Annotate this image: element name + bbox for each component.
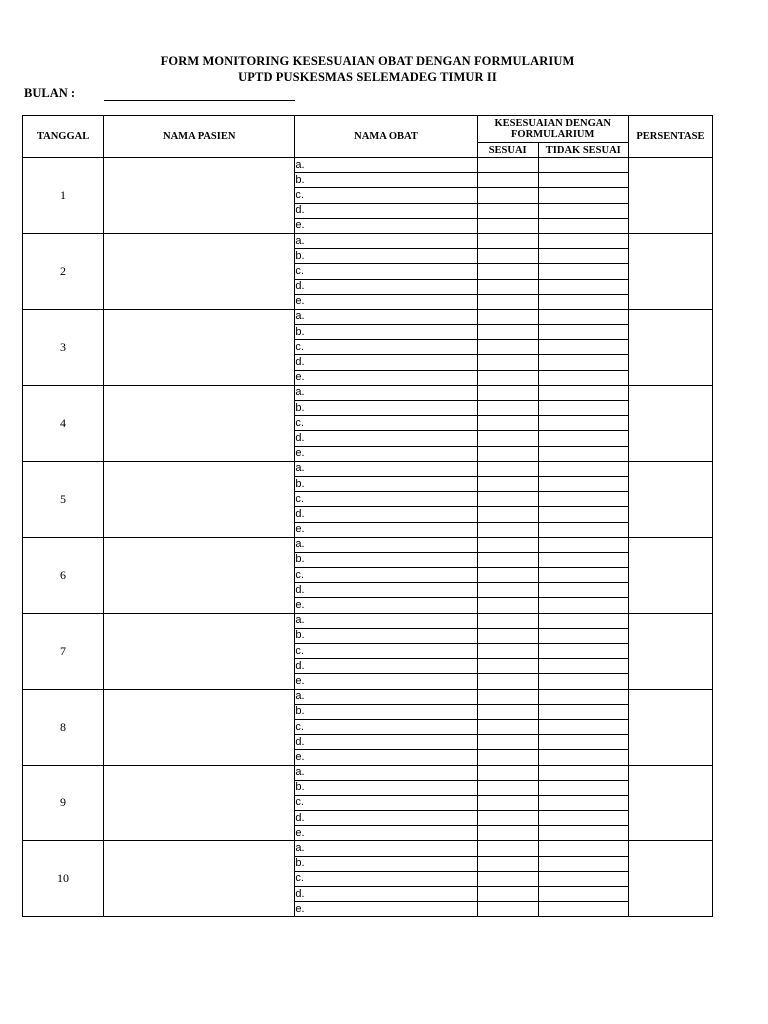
- nama-obat-cell[interactable]: c.: [295, 416, 477, 431]
- nama-pasien-cell[interactable]: [104, 233, 295, 309]
- sesuai-cell[interactable]: [477, 173, 538, 188]
- nama-pasien-cell[interactable]: [104, 385, 295, 461]
- tidak-sesuai-cell[interactable]: [538, 476, 628, 491]
- persentase-cell[interactable]: [628, 613, 712, 689]
- sesuai-cell[interactable]: [477, 644, 538, 659]
- sesuai-cell[interactable]: [477, 765, 538, 780]
- tidak-sesuai-cell[interactable]: [538, 294, 628, 309]
- tidak-sesuai-cell[interactable]: [538, 613, 628, 628]
- header-persentase: PERSENTASE: [628, 116, 712, 158]
- nama-obat-cell[interactable]: a.: [295, 309, 477, 324]
- tidak-sesuai-cell[interactable]: [538, 871, 628, 886]
- sesuai-cell[interactable]: [477, 309, 538, 324]
- tidak-sesuai-cell[interactable]: [538, 401, 628, 416]
- persentase-cell[interactable]: [628, 309, 712, 385]
- tidak-sesuai-cell[interactable]: [538, 507, 628, 522]
- nama-obat-cell[interactable]: a.: [295, 689, 477, 704]
- nama-obat-cell[interactable]: c.: [295, 795, 477, 810]
- sesuai-cell[interactable]: [477, 476, 538, 491]
- tidak-sesuai-cell[interactable]: [538, 674, 628, 689]
- sesuai-cell[interactable]: [477, 704, 538, 719]
- sesuai-cell[interactable]: [477, 507, 538, 522]
- nama-obat-cell[interactable]: b.: [295, 401, 477, 416]
- nama-obat-cell[interactable]: a.: [295, 841, 477, 856]
- bulan-label: BULAN :: [24, 86, 76, 100]
- sesuai-cell[interactable]: [477, 750, 538, 765]
- tidak-sesuai-cell[interactable]: [538, 325, 628, 340]
- tidak-sesuai-cell[interactable]: [538, 795, 628, 810]
- nama-obat-cell[interactable]: d.: [295, 735, 477, 750]
- header-sesuai: SESUAI: [477, 143, 538, 158]
- tidak-sesuai-cell[interactable]: [538, 902, 628, 917]
- nama-obat-cell[interactable]: b.: [295, 476, 477, 491]
- header-tidak-sesuai: TIDAK SESUAI: [538, 143, 628, 158]
- nama-pasien-cell[interactable]: [104, 689, 295, 765]
- monitoring-table: [22, 115, 713, 917]
- tidak-sesuai-cell[interactable]: [538, 233, 628, 248]
- tanggal-cell: 10: [23, 841, 104, 917]
- nama-pasien-cell[interactable]: [104, 309, 295, 385]
- nama-obat-cell[interactable]: b.: [295, 780, 477, 795]
- nama-obat-cell[interactable]: b.: [295, 552, 477, 567]
- nama-obat-cell[interactable]: d.: [295, 279, 477, 294]
- sesuai-cell[interactable]: [477, 811, 538, 826]
- nama-obat-cell[interactable]: d.: [295, 659, 477, 674]
- sesuai-cell[interactable]: [477, 735, 538, 750]
- sesuai-cell[interactable]: [477, 537, 538, 552]
- persentase-cell[interactable]: [628, 461, 712, 537]
- tidak-sesuai-cell[interactable]: [538, 385, 628, 400]
- sesuai-cell[interactable]: [477, 401, 538, 416]
- sesuai-cell[interactable]: [477, 294, 538, 309]
- sesuai-cell[interactable]: [477, 689, 538, 704]
- table-row: [23, 461, 713, 476]
- nama-obat-cell[interactable]: c.: [295, 188, 477, 203]
- table-row: [23, 309, 713, 324]
- persentase-cell[interactable]: [628, 689, 712, 765]
- tidak-sesuai-cell[interactable]: [538, 811, 628, 826]
- tanggal-cell: 9: [23, 765, 104, 841]
- nama-pasien-cell[interactable]: [104, 537, 295, 613]
- tidak-sesuai-cell[interactable]: [538, 158, 628, 173]
- tidak-sesuai-cell[interactable]: [538, 340, 628, 355]
- table-row: [23, 158, 713, 173]
- sesuai-cell[interactable]: [477, 795, 538, 810]
- nama-pasien-cell[interactable]: [104, 841, 295, 917]
- nama-obat-cell[interactable]: c.: [295, 719, 477, 734]
- tidak-sesuai-cell[interactable]: [538, 522, 628, 537]
- form-title: FORM MONITORING KESESUAIAN OBAT DENGAN FORMULARIUM: [160, 54, 575, 68]
- sesuai-cell[interactable]: [477, 568, 538, 583]
- tidak-sesuai-cell[interactable]: [538, 841, 628, 856]
- tidak-sesuai-cell[interactable]: [538, 446, 628, 461]
- sesuai-cell[interactable]: [477, 871, 538, 886]
- table-row: [23, 385, 713, 400]
- tanggal-cell: 5: [23, 461, 104, 537]
- nama-obat-cell[interactable]: c.: [295, 492, 477, 507]
- tidak-sesuai-cell[interactable]: [538, 203, 628, 218]
- header-nama-obat: NAMA OBAT: [295, 116, 477, 158]
- tidak-sesuai-cell[interactable]: [538, 279, 628, 294]
- nama-obat-cell[interactable]: d.: [295, 887, 477, 902]
- sesuai-cell[interactable]: [477, 233, 538, 248]
- tidak-sesuai-cell[interactable]: [538, 568, 628, 583]
- sesuai-cell[interactable]: [477, 780, 538, 795]
- sesuai-cell[interactable]: [477, 264, 538, 279]
- sesuai-cell[interactable]: [477, 887, 538, 902]
- sesuai-cell[interactable]: [477, 826, 538, 841]
- tidak-sesuai-cell[interactable]: [538, 370, 628, 385]
- persentase-cell[interactable]: [628, 537, 712, 613]
- tidak-sesuai-cell[interactable]: [538, 659, 628, 674]
- nama-obat-cell[interactable]: d.: [295, 431, 477, 446]
- tanggal-cell: 6: [23, 537, 104, 613]
- table-row: [23, 613, 713, 628]
- nama-pasien-cell[interactable]: [104, 613, 295, 689]
- nama-obat-cell[interactable]: d.: [295, 203, 477, 218]
- sesuai-cell[interactable]: [477, 279, 538, 294]
- tidak-sesuai-cell[interactable]: [538, 719, 628, 734]
- tidak-sesuai-cell[interactable]: [538, 552, 628, 567]
- sesuai-cell[interactable]: [477, 552, 538, 567]
- nama-obat-cell[interactable]: e.: [295, 370, 477, 385]
- nama-obat-cell[interactable]: c.: [295, 264, 477, 279]
- header-tanggal: TANGGAL: [23, 116, 104, 158]
- tidak-sesuai-cell[interactable]: [538, 598, 628, 613]
- nama-obat-cell[interactable]: a.: [295, 765, 477, 780]
- nama-obat-cell[interactable]: a.: [295, 537, 477, 552]
- tidak-sesuai-cell[interactable]: [538, 249, 628, 264]
- tanggal-cell: 2: [23, 233, 104, 309]
- nama-obat-cell[interactable]: a.: [295, 461, 477, 476]
- persentase-cell[interactable]: [628, 233, 712, 309]
- sesuai-cell[interactable]: [477, 613, 538, 628]
- nama-obat-cell[interactable]: b.: [295, 856, 477, 871]
- tidak-sesuai-cell[interactable]: [538, 780, 628, 795]
- nama-obat-cell[interactable]: e.: [295, 598, 477, 613]
- tidak-sesuai-cell[interactable]: [538, 689, 628, 704]
- tanggal-cell: 1: [23, 158, 104, 234]
- nama-obat-cell[interactable]: e.: [295, 218, 477, 233]
- nama-obat-cell[interactable]: e.: [295, 446, 477, 461]
- sesuai-cell[interactable]: [477, 719, 538, 734]
- nama-obat-cell[interactable]: b.: [295, 249, 477, 264]
- nama-obat-cell[interactable]: c.: [295, 340, 477, 355]
- header-kesesuaian: KESESUAIAN DENGAN FORMULARIUM: [477, 116, 628, 143]
- sesuai-cell[interactable]: [477, 340, 538, 355]
- tidak-sesuai-cell[interactable]: [538, 416, 628, 431]
- nama-obat-cell[interactable]: e.: [295, 750, 477, 765]
- nama-obat-cell[interactable]: a.: [295, 158, 477, 173]
- sesuai-cell[interactable]: [477, 249, 538, 264]
- sesuai-cell[interactable]: [477, 203, 538, 218]
- nama-obat-cell[interactable]: d.: [295, 355, 477, 370]
- tidak-sesuai-cell[interactable]: [538, 218, 628, 233]
- nama-obat-cell[interactable]: c.: [295, 871, 477, 886]
- table-row: [23, 689, 713, 704]
- tidak-sesuai-cell[interactable]: [538, 750, 628, 765]
- sesuai-cell[interactable]: [477, 841, 538, 856]
- nama-obat-cell[interactable]: a.: [295, 385, 477, 400]
- tanggal-cell: 7: [23, 613, 104, 689]
- sesuai-cell[interactable]: [477, 325, 538, 340]
- nama-obat-cell[interactable]: c.: [295, 568, 477, 583]
- sesuai-cell[interactable]: [477, 598, 538, 613]
- nama-obat-cell[interactable]: b.: [295, 173, 477, 188]
- nama-obat-cell[interactable]: a.: [295, 233, 477, 248]
- nama-obat-cell[interactable]: c.: [295, 644, 477, 659]
- sesuai-cell[interactable]: [477, 583, 538, 598]
- sesuai-cell[interactable]: [477, 385, 538, 400]
- nama-obat-cell[interactable]: b.: [295, 704, 477, 719]
- nama-obat-cell[interactable]: e.: [295, 674, 477, 689]
- tidak-sesuai-cell[interactable]: [538, 826, 628, 841]
- table-row: [23, 537, 713, 552]
- nama-obat-cell[interactable]: e.: [295, 826, 477, 841]
- sesuai-cell[interactable]: [477, 446, 538, 461]
- nama-obat-cell[interactable]: e.: [295, 522, 477, 537]
- tidak-sesuai-cell[interactable]: [538, 735, 628, 750]
- tidak-sesuai-cell[interactable]: [538, 704, 628, 719]
- bulan-input-line[interactable]: [104, 100, 295, 101]
- tidak-sesuai-cell[interactable]: [538, 628, 628, 643]
- nama-obat-cell[interactable]: d.: [295, 811, 477, 826]
- sesuai-cell[interactable]: [477, 628, 538, 643]
- nama-obat-cell[interactable]: a.: [295, 613, 477, 628]
- tidak-sesuai-cell[interactable]: [538, 264, 628, 279]
- tidak-sesuai-cell[interactable]: [538, 856, 628, 871]
- sesuai-cell[interactable]: [477, 431, 538, 446]
- persentase-cell[interactable]: [628, 385, 712, 461]
- persentase-cell[interactable]: [628, 841, 712, 917]
- tanggal-cell: 8: [23, 689, 104, 765]
- sesuai-cell[interactable]: [477, 659, 538, 674]
- tidak-sesuai-cell[interactable]: [538, 309, 628, 324]
- sesuai-cell[interactable]: [477, 355, 538, 370]
- nama-obat-cell[interactable]: d.: [295, 583, 477, 598]
- sesuai-cell[interactable]: [477, 492, 538, 507]
- tidak-sesuai-cell[interactable]: [538, 583, 628, 598]
- persentase-cell[interactable]: [628, 765, 712, 841]
- tanggal-cell: 4: [23, 385, 104, 461]
- sesuai-cell[interactable]: [477, 461, 538, 476]
- sesuai-cell[interactable]: [477, 902, 538, 917]
- nama-pasien-cell[interactable]: [104, 765, 295, 841]
- nama-obat-cell[interactable]: e.: [295, 902, 477, 917]
- table-row: [23, 765, 713, 780]
- table-body: [23, 158, 713, 917]
- tidak-sesuai-cell[interactable]: [538, 492, 628, 507]
- nama-obat-cell[interactable]: b.: [295, 628, 477, 643]
- tidak-sesuai-cell[interactable]: [538, 461, 628, 476]
- sesuai-cell[interactable]: [477, 158, 538, 173]
- sesuai-cell[interactable]: [477, 218, 538, 233]
- sesuai-cell[interactable]: [477, 416, 538, 431]
- form-subtitle: UPTD PUSKESMAS SELEMADEG TIMUR II: [238, 70, 497, 84]
- nama-pasien-cell[interactable]: [104, 158, 295, 234]
- sesuai-cell[interactable]: [477, 522, 538, 537]
- tidak-sesuai-cell[interactable]: [538, 431, 628, 446]
- nama-obat-cell[interactable]: b.: [295, 325, 477, 340]
- nama-pasien-cell[interactable]: [104, 461, 295, 537]
- sesuai-cell[interactable]: [477, 674, 538, 689]
- nama-obat-cell[interactable]: d.: [295, 507, 477, 522]
- sesuai-cell[interactable]: [477, 856, 538, 871]
- tanggal-cell: 3: [23, 309, 104, 385]
- tidak-sesuai-cell[interactable]: [538, 355, 628, 370]
- header-nama-pasien: NAMA PASIEN: [104, 116, 295, 158]
- sesuai-cell[interactable]: [477, 370, 538, 385]
- persentase-cell[interactable]: [628, 158, 712, 234]
- sesuai-cell[interactable]: [477, 188, 538, 203]
- nama-obat-cell[interactable]: e.: [295, 294, 477, 309]
- table-row: [23, 841, 713, 856]
- tidak-sesuai-cell[interactable]: [538, 887, 628, 902]
- tidak-sesuai-cell[interactable]: [538, 537, 628, 552]
- table-row: [23, 233, 713, 248]
- tidak-sesuai-cell[interactable]: [538, 173, 628, 188]
- tidak-sesuai-cell[interactable]: [538, 765, 628, 780]
- tidak-sesuai-cell[interactable]: [538, 188, 628, 203]
- tidak-sesuai-cell[interactable]: [538, 644, 628, 659]
